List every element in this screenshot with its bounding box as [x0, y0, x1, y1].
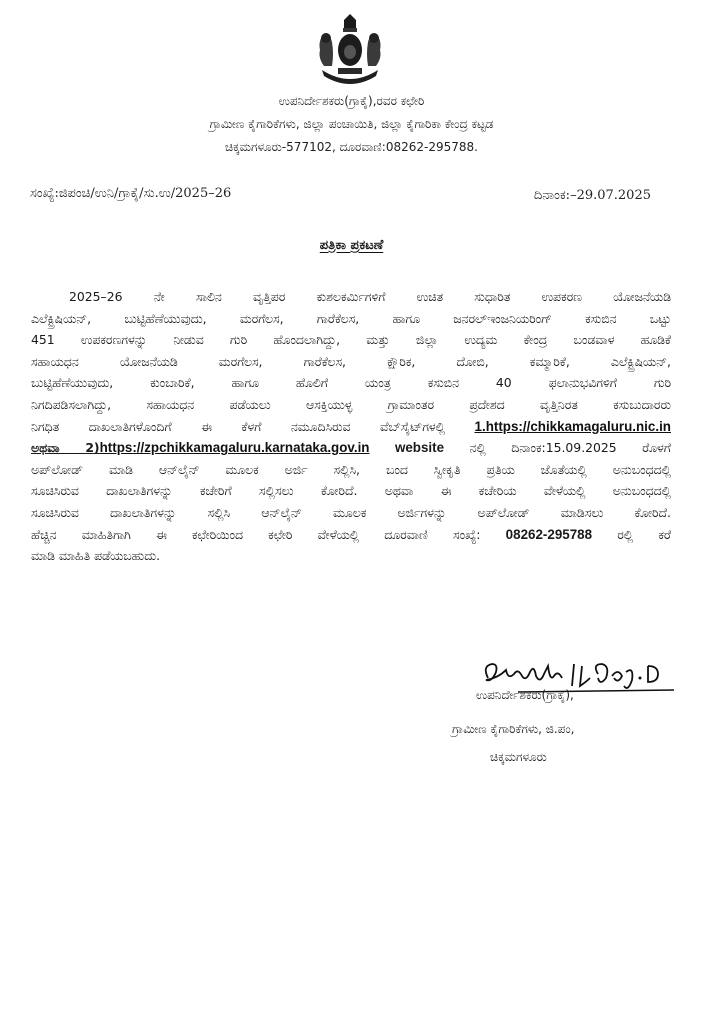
letter-date: ದಿನಾಂಕ:–29.07.2025: [533, 188, 651, 203]
deadline-text: ನಲ್ಲಿ ದಿನಾಂಕ:15.09.2025 ರೊಳಗೆ: [469, 440, 671, 456]
body-line: 451 ಉಪಕರಣಗಳನ್ನು ನೀಡುವ ಗುರಿ ಹೊಂದಲಾಗಿದ್ದು, ಮತ್ತು ಜಿಲ್ಲಾ ಉದ್ಯಮ ಕೇಂದ್ರ ಬಂಡವಾಳ ಹೂಡಿಕೆ: [31, 332, 671, 348]
karnataka-emblem-icon: [310, 14, 390, 92]
signatory-designation: ಉಪನಿರ್ದೇಶಕರು(ಗ್ರಾಕೈ),: [476, 688, 574, 702]
body-paragraph: [31, 286, 671, 567]
body-line: ನಿಗದಿಪಡಿಸಲಾಗಿದ್ದು, ಸಹಾಯಧನ ಪಡೆಯಲು ಆಸಕ್ತಿಯುಳ್ಳ ಗ್ರಾಮಾಂತರ ಪ್ರದೇಶದ ವೃತ್ತಿನಿರತ ಕಸುಬುದಾರರು: [31, 396, 671, 412]
signatory-place: ಚಿಕ್ಕಮಗಳೂರು: [490, 750, 547, 764]
contact-suffix: ರಲ್ಲಿ ಕರೆ: [617, 526, 671, 542]
body-line: ಸೂಚಿಸಿರುವ ದಾಖಲಾತಿಗಳನ್ನು ಸಲ್ಲಿಸಿ ಆನ್‌ಲೈನ್ ಮೂಲಕ ಅರ್ಜಿಗಳನ್ನು ಅಪ್‌ಲೋಡ್ ಮಾಡಿಸಲು ಕೋರಿದೆ.: [31, 504, 671, 520]
contact-prefix: ಹೆಚ್ಚಿನ ಮಾಹಿತಿಗಾಗಿ ಈ ಕಛೇರಿಯಿಂದ ಕಛೇರಿ ವೇಳೆಯಲ್ಲಿ ದೂರವಾಣಿ ಸಂಖ್ಯೆ:: [31, 526, 481, 542]
body-line-contact: [31, 524, 671, 546]
body-line: ಬುಟ್ಟಿಹೆಣೆಯುವುದು, ಕುಂಬಾರಿಕೆ, ಹಾಗೂ ಹೊಲಿಗೆ ಯಂತ್ರ ಕಸುಬಿನ 40 ಫಲಾನುಭವಿಗಳಿಗೆ ಗುರಿ: [31, 375, 671, 391]
contact-phone: 08262-295788: [505, 526, 593, 542]
signatory-department: ಗ್ರಾಮೀಣ ಕೈಗಾರಿಕೆಗಳು, ಜಿ.ಪಂ,: [452, 722, 575, 736]
website-link-2[interactable]: https://zpchikkamagaluru.karnataka.gov.in: [99, 440, 370, 456]
body-line-text: ನಿಗಧಿತ ದಾಖಲಾತಿಗಳೊಂದಿಗೆ ಈ ಕೆಳಗೆ ನಮೂದಿಸಿರುವ ವೆಬ್‌ಸೈಟ್‌ಗಳಲ್ಲಿ: [31, 418, 446, 434]
body-line-with-link: [31, 437, 671, 459]
body-line: ಎಲೆಕ್ಟ್ರಿಷಿಯನ್, ಬುಟ್ಟಿಹೆಣೆಯುವುದು, ಮರಗೆಲಸ, ಗಾರೆಕೆಲಸ, ಹಾಗೂ ಜನರಲ್‌ಇಂಜನಿಯರಿಂಗ್ ಕಸುಬಿನ ಒಟ್ಟು: [31, 310, 671, 326]
document-title-text: ಪತ್ರಿಕಾ ಪ್ರಕಟಣೆ: [319, 238, 384, 253]
body-line: 2025–26 ನೇ ಸಾಲಿನ ವೃತ್ತಿಪರ ಕುಶಲಕರ್ಮಿಗಳಿಗೆ ಉಚಿತ ಸುಧಾರಿತ ಉಪಕರಣ ಯೋಜನೆಯಡಿ: [69, 289, 671, 304]
link2-prefix: ಅಥವಾ 2): [31, 440, 100, 456]
body-line: ಸಹಾಯಧನ ಯೋಜನೆಯಡಿ ಮರಗೆಲಸ, ಗಾರೆಕೆಲಸ, ಕ್ಷೌರಿಕ, ದೋಬಿ, ಕಮ್ಮಾರಿಕೆ, ಎಲೆಕ್ಟ್ರಿಷಿಯನ್,: [31, 353, 671, 369]
body-line-with-link: [31, 416, 671, 438]
body-line: ಅಪ್‌ಲೋಡ್ ಮಾಡಿ ಆನ್‌ಲೈನ್ ಮೂಲಕ ಅರ್ಜಿ ಸಲ್ಲಿಸಿ, ಬಂದ ಸ್ವೀಕೃತಿ ಪ್ರತಿಯ ಜೊತೆಯಲ್ಲಿ ಅನುಬಂಧದಲ್ಲಿ: [31, 461, 671, 477]
website-link-1[interactable]: 1.https://chikkamagaluru.nic.in: [474, 418, 671, 434]
body-line: ಮಾಡಿ ಮಾಹಿತಿ ಪಡೆಯಬಹುದು.: [31, 548, 161, 564]
website-label: website: [394, 440, 445, 456]
office-name: ಉಪನಿರ್ದೇಶಕರು(ಗ್ರಾಕೈ),ರವರ ಕಛೇರಿ: [278, 94, 425, 108]
office-city-phone: ಚಿಕ್ಕಮಗಳೂರು-577102, ದೂರವಾಣಿ:08262-295788.: [225, 140, 478, 154]
document-title: [0, 238, 703, 253]
body-line: ಸೂಚಿಸಿರುವ ದಾಖಲಾತಿಗಳನ್ನು ಕಚೇರಿಗೆ ಸಲ್ಲಿಸಲು ಕೋರಿದೆ. ಅಥವಾ ಈ ಕಚೇರಿಯ ವೇಳೆಯಲ್ಲಿ ಅನುಬಂಧದಲ್ಲಿ: [31, 483, 671, 499]
office-address: ಗ್ರಾಮೀಣ ಕೈಗಾರಿಕೆಗಳು, ಜಿಲ್ಲಾ ಪಂಚಾಯಿತಿ, ಜಿಲ್ಲಾ ಕೈಗಾರಿಕಾ ಕೇಂದ್ರ ಕಟ್ಟಡ: [209, 117, 494, 131]
reference-number: ಸಂಖ್ಯೆ:ಜಿಪಂಚಿ/ಉನಿ/ಗ್ರಾಕೈ/ಸು.ಉ/2025–26: [30, 186, 232, 201]
